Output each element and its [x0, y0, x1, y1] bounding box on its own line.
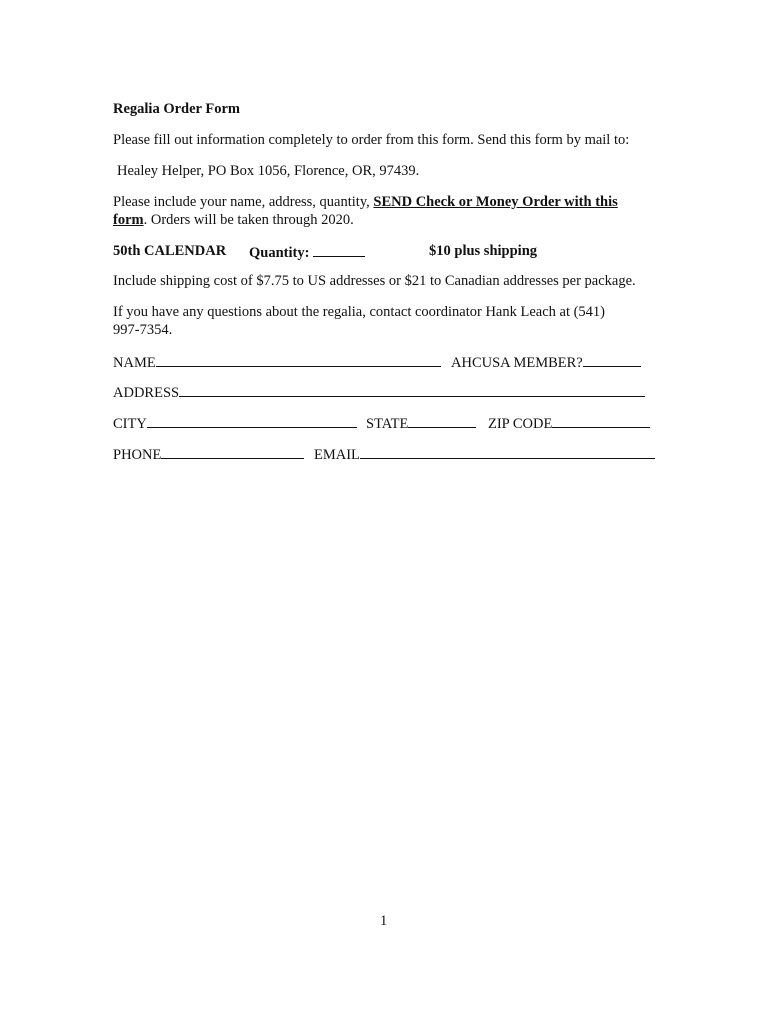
- item-name: 50th CALENDAR: [113, 243, 227, 259]
- address-field[interactable]: [179, 382, 645, 397]
- name-row: [113, 352, 441, 372]
- address-label: ADDRESS: [113, 385, 180, 401]
- zip-field[interactable]: [552, 413, 650, 428]
- mailing-address: Healey Helper, PO Box 1056, Florence, OR, 97439.: [117, 163, 420, 179]
- email-field[interactable]: [360, 444, 655, 459]
- shipping-text: Include shipping cost of $7.75 to US addresses or $21 to Canadian addresses per package.: [113, 273, 636, 289]
- zip-label: ZIP CODE: [488, 416, 553, 432]
- item-price: $10 plus shipping: [429, 243, 538, 259]
- state-field[interactable]: [408, 413, 476, 428]
- include-emphasis-1: SEND Check or Money Order with this: [373, 194, 618, 210]
- form-title: Regalia Order Form: [113, 101, 240, 117]
- state-row: [366, 413, 476, 433]
- phone-field[interactable]: [161, 444, 304, 459]
- member-label: AHCUSA MEMBER?: [451, 355, 583, 371]
- phone-row: [113, 444, 304, 464]
- quantity-label: Quantity:: [249, 245, 310, 261]
- city-row: [113, 413, 357, 433]
- include-emphasis-2: form: [113, 212, 144, 228]
- city-label: CITY: [113, 416, 147, 432]
- questions-line2: 997-7354.: [113, 322, 173, 338]
- include-prefix: Please include your name, address, quantity,: [113, 194, 374, 210]
- name-label: NAME: [113, 355, 156, 371]
- email-label: EMAIL: [314, 447, 360, 463]
- include-suffix: . Orders will be taken through 2020.: [143, 212, 354, 228]
- member-row: [451, 352, 641, 372]
- city-field[interactable]: [147, 413, 357, 428]
- address-row: [113, 382, 645, 402]
- questions-line1: If you have any questions about the regalia, contact coordinator Hank Leach at (541): [113, 304, 606, 320]
- include-instructions-line2: [113, 211, 354, 229]
- intro-text: Please fill out information completely to order from this form. Send this form by mail to:: [113, 132, 630, 148]
- phone-label: PHONE: [113, 447, 162, 463]
- zip-row: [488, 413, 650, 433]
- page-number: 1: [380, 913, 388, 929]
- quantity-row: [249, 242, 365, 262]
- member-field[interactable]: [583, 352, 641, 367]
- email-row: [314, 444, 655, 464]
- name-field[interactable]: [156, 352, 441, 367]
- quantity-field[interactable]: [313, 242, 365, 257]
- include-instructions-line1: [113, 193, 618, 211]
- state-label: STATE: [366, 416, 409, 432]
